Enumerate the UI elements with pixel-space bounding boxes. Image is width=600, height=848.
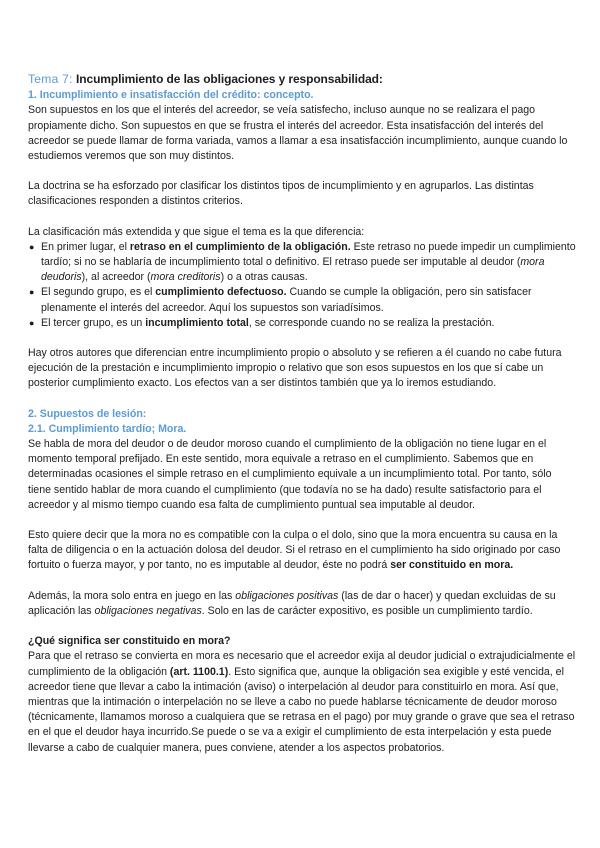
section-1-paragraph-3: La clasificación más extendida y que sigue el tema es la que diferencia:: [28, 225, 365, 238]
section-2-paragraph-2: Esto quiere decir que la mora no es compatible con la culpa o el dolo, sino que la mora encuentra su causa en la falta de diligencia o en la actuación dolosa del deudor. Si el retraso en el cumplimiento ha sido originado por caso fortuito o fuerza mayor, y por tanto, no es imputable al deudor, éste no podrá ser constituido en mora.: [28, 529, 561, 572]
list-item: ● En primer lugar, el retraso en el cumplimiento de la obligación. Este retraso no puede impedir un cumplimiento tardío; si no se hablaría de incumplimiento total o definitivo. El retraso puede ser imputable al deudor (mora deudoris), al acreedor (mora creditoris) o a otras causas.: [29, 240, 576, 284]
section-2-paragraph-1: Se habla de mora del deudor o de deudor moroso cuando el cumplimiento de la obligación no tiene lugar en el momento temporal prefijado. En este sentido, mora equivale a retraso en el cumplimiento. Sabemos que en determinadas ocasiones el simple retraso en el cumplimiento equivale a un incumplimiento total. Por tanto, sólo tiene sentido hablar de mora cuando el cumplimiento (que todavía no se ha dado) resulte satisfactorio para el acreedor y al mismo tiempo cuando esa falta de cumplimiento puntual sea imputable al deudor.: [28, 438, 552, 511]
bullet-icon: ●: [29, 317, 35, 328]
bullet-icon: ●: [29, 241, 35, 252]
document-page: [28, 72, 576, 756]
section-2-heading: 2. Supuestos de lesión:: [28, 407, 147, 420]
page-title: [28, 72, 576, 87]
title-text: Incumplimiento de las obligaciones y responsabilidad:: [72, 72, 383, 86]
classification-list: [28, 240, 576, 331]
section-1-paragraph-2: La doctrina se ha esforzado por clasificar los distintos tipos de incumplimiento y en agruparlos. Las distintas clasificaciones responden a distintos criterios.: [28, 180, 534, 208]
section-3-heading: ¿Qué significa ser constituido en mora?: [28, 635, 231, 648]
section-1-paragraph-1: Son supuestos en los que el interés del acreedor, se veía satisfecho, incluso aunque no se realizara el pago propiamente dicho. Son supuestos en que se frustra el interés del acreedor. Esta insatisfacción del interés del acreedor se puede llamar de forma variada, vamos a llamar a esa insatisfacción incumplimiento, aunque cuando lo estudiemos veremos que son muy distintos.: [28, 104, 568, 163]
list-item: ● El segundo grupo, es el cumplimiento defectuoso. Cuando se cumple la obligación, pero sin satisfacer plenamente el interés del acreedor. Aquí los supuestos son variadísimos.: [29, 286, 532, 314]
title-tema: Tema 7:: [28, 72, 73, 86]
section-1-heading: 1. Incumplimiento e insatisfacción del crédito: concepto.: [28, 89, 314, 102]
section-3-paragraph: Para que el retraso se convierta en mora es necesario que el acreedor exija al deudor judicial o extrajudicialmente el cumplimiento de la obligación (art. 1100.1). Esto significa que, aunque la obligación sea exigible y esté vencida, el acreedor tiene que llevar a cabo la intimación (aviso) o interpelación al deudor para constituirlo en mora. Así que, mientras que la intimación o interpelación no se lleve a cabo no puede hablarse técnicamente de deudor moroso (técnicamente, llamamos moroso a cualquiera que se retrasa en el pago) por muy grande o grave que sea el retraso en el que el deudor haya incurrido.Se puede o se va a exigir el cumplimiento de esta interpelación y esta puede llevarse a cabo de cualquier manera, pues conviene, atender a los aspectos probatorios.: [28, 650, 576, 754]
section-2-1-heading: 2.1. Cumplimiento tardío; Mora.: [28, 422, 187, 435]
bullet-icon: ●: [29, 287, 35, 298]
section-2-paragraph-3: Además, la mora solo entra en juego en las obligaciones positivas (las de dar o hacer) y quedan excluidas de su aplicación las obligaciones negativas. Solo en las de carácter expositivo, es posible un cumplimiento tardío.: [28, 589, 556, 617]
list-item: ● El tercer grupo, es un incumplimiento total, se corresponde cuando no se realiza la prestación.: [28, 316, 576, 331]
section-1-paragraph-4: Hay otros autores que diferencian entre incumplimiento propio o absoluto y se refieren a él cuando no cabe futura ejecución de la prestación e incumplimiento impropio o relativo que son esos supuestos en los que sí cabe un posterior cumplimiento exacto. Los efectos van a ser distintos también que ya lo iremos estudiando.: [28, 347, 562, 390]
